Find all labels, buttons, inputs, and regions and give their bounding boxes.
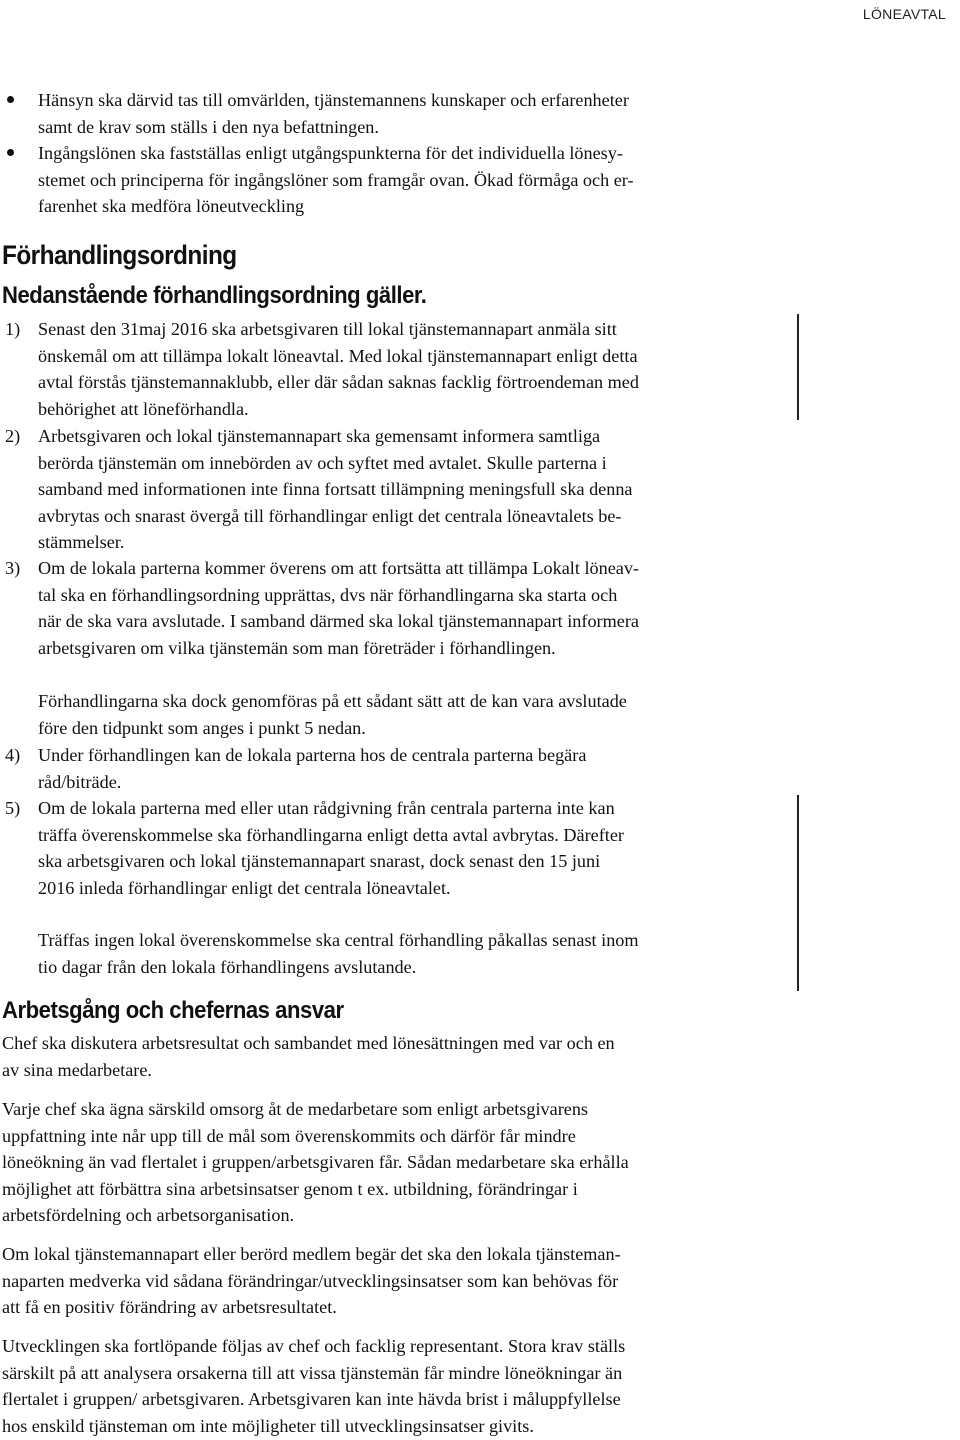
- numbered-item-5: [38, 795, 624, 901]
- text-line: Senast den 31maj 2016 ska arbetsgivaren till lokal tjänstemannapart anmäla sitt: [38, 319, 617, 339]
- text-line: Om de lokala parterna med eller utan rådgivning från centrala parterna inte kan: [38, 798, 615, 818]
- numbered-item-5-continuation: [38, 927, 639, 980]
- text-line: samt de krav som ställs i den nya befattningen.: [38, 116, 379, 137]
- text-line: löneökning än vad flertalet i gruppen/arbetsgivaren får. Sådan medarbetare ska erhålla: [2, 1152, 629, 1173]
- text-line: arbetsfördelning och arbetsorganisation.: [2, 1205, 295, 1226]
- item-number: 3): [5, 558, 21, 578]
- item-number: 1): [5, 319, 21, 339]
- body-paragraph: [2, 1096, 629, 1229]
- text-line: stämmelser.: [38, 532, 125, 553]
- text-line: Chef ska diskutera arbetsresultat och sambandet med lönesättningen med var och en: [2, 1033, 615, 1053]
- text-line: Hänsyn ska därvid tas till omvärlden, tjänstemannens kunskaper och erfarenheter: [38, 90, 629, 110]
- text-line: Om lokal tjänstemannapart eller berörd medlem begär det ska den lokala tjänsteman-: [2, 1244, 621, 1264]
- text-line: hos enskild tjänsteman om inte möjligheter till utvecklingsinsatser givits.: [2, 1415, 534, 1436]
- item-number: 5): [5, 798, 21, 818]
- text-line: 2016 inleda förhandlingar enligt det centrala löneavtalet.: [38, 877, 451, 898]
- text-line: behörighet att löneförhandla.: [38, 398, 249, 419]
- bullet-item-2: [38, 140, 634, 220]
- text-line: Om de lokala parterna kommer överens om att fortsätta att tillämpa Lokalt löneav-: [38, 558, 639, 578]
- section-heading-arbetsgang: Arbetsgång och chefernas ansvar: [2, 997, 344, 1024]
- text-line: avbrytas och snarast övergå till förhandlingar enligt det centrala löneavtalets be-: [38, 505, 622, 526]
- numbered-item-3: [38, 555, 639, 661]
- bullet-dot-icon: [7, 149, 14, 156]
- bullet-dot-icon: [7, 96, 14, 103]
- text-line: arbetsgivaren om vilka tjänstemän som man företräder i förhandlingen.: [38, 637, 556, 658]
- numbered-item-2: [38, 423, 633, 556]
- numbered-item-3-continuation: [38, 688, 627, 741]
- text-line: stemet och principerna för ingångslöner som framgår ovan. Ökad förmåga och er-: [38, 169, 634, 190]
- text-line: Utvecklingen ska fortlöpande följas av chef och facklig representant. Stora krav ställs: [2, 1336, 626, 1356]
- text-line: när de ska vara avslutade. I samband därmed ska lokal tjänstemannapart informera: [38, 611, 639, 632]
- item-number: 4): [5, 745, 21, 765]
- text-line: berörda tjänstemän om innebörden av och syftet med avtalet. Skulle parterna i: [38, 452, 607, 473]
- revision-bar: [797, 795, 799, 991]
- text-line: Arbetsgivaren och lokal tjänstemannapart ska gemensamt informera samtliga: [38, 426, 601, 446]
- text-line: Under förhandlingen kan de lokala parterna hos de centrala parterna begära: [38, 745, 587, 765]
- text-line: råd/biträde.: [38, 771, 122, 792]
- text-line: ska arbetsgivaren och lokal tjänstemannapart snarast, dock senast den 15 juni: [38, 851, 601, 872]
- text-line: avtal förstås tjänstemannaklubb, eller där sådan saknas facklig förtroendeman med: [38, 372, 639, 393]
- text-line: av sina medarbetare.: [2, 1059, 152, 1080]
- text-line: möjlighet att förbättra sina arbetsinsatser genom t ex. utbildning, förändringar i: [2, 1178, 578, 1199]
- bullet-item-1: [38, 87, 629, 140]
- text-line: önskemål om att tillämpa lokalt löneavtal. Med lokal tjänstemannapart enligt detta: [38, 345, 638, 366]
- text-line: särskilt på att analysera orsakerna till att vissa tjänstemän får mindre löneökningar än: [2, 1362, 623, 1383]
- revision-bar: [797, 314, 799, 420]
- text-line: flertalet i gruppen/ arbetsgivaren. Arbetsgivaren kan inte hävda brist i måluppfyllelse: [2, 1389, 621, 1410]
- text-line: Ingångslönen ska fastställas enligt utgångspunkterna för det individuella lönesy-: [38, 143, 623, 163]
- body-paragraph: [2, 1030, 615, 1083]
- text-line: samband med informationen inte finna fortsatt tillämpning meningsfull ska denna: [38, 479, 633, 500]
- text-line: att få en positiv förändring av arbetsresultatet.: [2, 1297, 337, 1318]
- text-line: före den tidpunkt som anges i punkt 5 nedan.: [38, 717, 366, 738]
- text-line: naparten medverka vid sådana förändringar/utvecklingsinsatser som kan behövas för: [2, 1270, 619, 1291]
- numbered-item-1: [38, 316, 639, 422]
- section-heading-forhandlingsordning: Förhandlingsordning: [2, 240, 237, 270]
- numbered-item-4: [38, 742, 586, 795]
- running-header: LÖNEAVTAL: [862, 6, 946, 22]
- section-subheading: Nedanstående förhandlingsordning gäller.: [2, 282, 427, 309]
- text-line: Träffas ingen lokal överenskommelse ska central förhandling påkallas senast inom: [38, 930, 639, 950]
- text-line: träffa överenskommelse ska förhandlingarna enligt detta avtal avbrytas. Därefter: [38, 824, 624, 845]
- text-line: uppfattning inte når upp till de mål som överenskommits och därför får mindre: [2, 1125, 576, 1146]
- text-line: Förhandlingarna ska dock genomföras på ett sådant sätt att de kan vara avslutade: [38, 691, 627, 711]
- body-paragraph: [2, 1333, 625, 1439]
- text-line: farenhet ska medföra löneutveckling: [38, 196, 305, 217]
- text-line: Varje chef ska ägna särskild omsorg åt de medarbetare som enligt arbetsgivarens: [2, 1099, 589, 1119]
- body-paragraph: [2, 1241, 621, 1321]
- text-line: tal ska en förhandlingsordning upprättas, dvs när förhandlingarna ska starta och: [38, 584, 618, 605]
- text-line: tio dagar från den lokala förhandlingens avslutande.: [38, 956, 417, 977]
- item-number: 2): [5, 426, 21, 446]
